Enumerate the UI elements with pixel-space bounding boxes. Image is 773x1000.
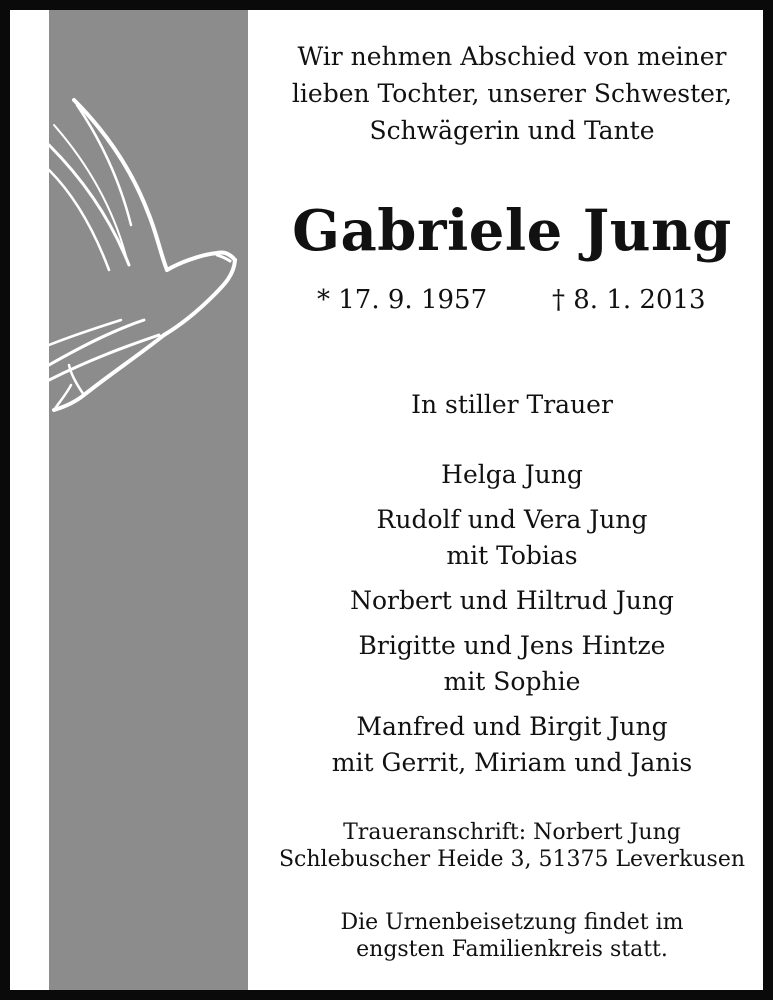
intro-line-1: Wir nehmen Abschied von meiner — [297, 42, 727, 71]
intro-line-2: lieben Tochter, unserer Schwester, — [291, 79, 733, 108]
death-date: † 8. 1. 2013 — [552, 285, 706, 315]
address-line-1: Traueranschrift: Norbert Jung — [343, 820, 681, 845]
family-line-6: mit Sophie — [443, 667, 581, 696]
intro-line-3: Schwägerin und Tante — [369, 116, 655, 145]
dove-icon — [49, 95, 248, 425]
mourning-line: In stiller Trauer — [411, 390, 613, 419]
family-line-7: Manfred und Birgit Jung — [356, 712, 668, 741]
note-line-1: Die Urnenbeisetzung findet im — [340, 910, 684, 935]
family-line-8: mit Gerrit, Miriam und Janis — [331, 748, 693, 777]
family-line-3: mit Tobias — [446, 541, 578, 570]
family-line-2: Rudolf und Vera Jung — [376, 505, 648, 534]
family-line-5: Brigitte und Jens Hintze — [358, 631, 666, 660]
family-line-1: Helga Jung — [441, 460, 583, 489]
deceased-name: Gabriele Jung — [292, 198, 732, 264]
note-line-2: engsten Familienkreis statt. — [356, 937, 668, 962]
family-line-4: Norbert und Hiltrud Jung — [350, 586, 674, 615]
birth-date: * 17. 9. 1957 — [317, 285, 488, 315]
address-line-2: Schlebuscher Heide 3, 51375 Leverkusen — [278, 847, 746, 872]
